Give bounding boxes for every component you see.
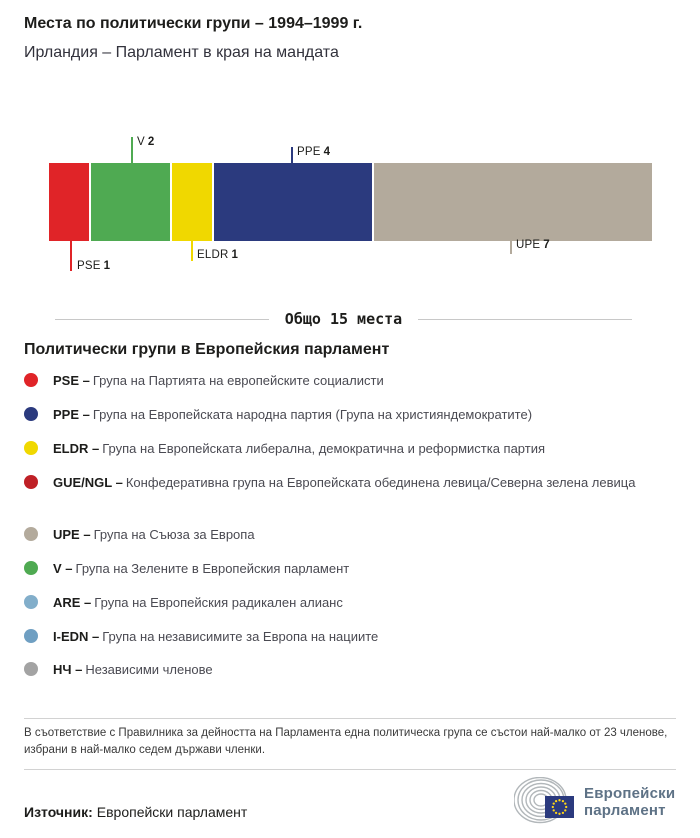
bar-segment-eldr bbox=[172, 163, 212, 241]
callout-tick-upe bbox=[510, 241, 512, 254]
legend-abbr: НЧ – bbox=[53, 662, 83, 677]
page-subtitle: Ирландия – Парламент в края на мандата bbox=[24, 44, 339, 61]
legend-abbr: PSE – bbox=[53, 373, 90, 388]
seat-count: 2 bbox=[147, 136, 155, 148]
legend-abbr: ARE – bbox=[53, 595, 92, 610]
bar-segment-v bbox=[91, 163, 170, 241]
legend-abbr: ELDR – bbox=[53, 441, 100, 456]
seat-count: 1 bbox=[103, 260, 111, 272]
legend-desc: Група на независимите за Европа на нациите bbox=[102, 629, 379, 644]
divider-line-right bbox=[418, 319, 632, 320]
footnote-top-rule bbox=[24, 718, 676, 719]
total-seats-divider bbox=[55, 309, 632, 329]
source-value: Европейски парламент bbox=[96, 804, 248, 820]
callout-label-pse bbox=[77, 260, 110, 272]
legend-desc: Група на Европейската либерална, демократична и реформистка партия bbox=[102, 441, 546, 456]
callout-label-eldr bbox=[197, 249, 238, 261]
group-name: PSE bbox=[77, 260, 101, 272]
bar-segment-pse bbox=[49, 163, 89, 241]
legend-text bbox=[53, 438, 653, 459]
legend-dot-are bbox=[24, 595, 38, 609]
legend-dot-nch bbox=[24, 662, 38, 676]
legend-desc: Група на Европейския радикален алианс bbox=[94, 595, 343, 610]
logo-wordmark bbox=[584, 785, 675, 819]
callout-tick-eldr bbox=[191, 241, 193, 261]
legend-text bbox=[53, 626, 653, 647]
legend-text bbox=[53, 370, 653, 391]
legend-dot-upe bbox=[24, 527, 38, 541]
legend-desc: Група на Европейската народна партия (Група на християндемократите) bbox=[92, 407, 533, 422]
european-parliament-logo bbox=[514, 774, 680, 830]
callout-tick-ppe bbox=[291, 147, 293, 163]
seat-count: 1 bbox=[231, 249, 239, 261]
legend-abbr: V – bbox=[53, 561, 73, 576]
callout-tick-v bbox=[131, 137, 133, 163]
legend-abbr: I-EDN – bbox=[53, 629, 100, 644]
legend-desc: Независими членове bbox=[85, 662, 213, 677]
legend-text bbox=[53, 404, 653, 425]
legend-desc: Конфедеративна група на Европейската обединена левица/Северна зелена левица bbox=[125, 475, 636, 490]
legend-dot-i-edn bbox=[24, 629, 38, 643]
legend-desc: Група на Съюза за Европа bbox=[93, 527, 255, 542]
bar-segment-upe bbox=[374, 163, 652, 241]
legend-abbr: GUE/NGL – bbox=[53, 475, 123, 490]
seat-count: 7 bbox=[543, 239, 550, 251]
legend-text bbox=[53, 558, 653, 579]
group-name: UPE bbox=[516, 239, 541, 251]
hemicycle-arcs-icon bbox=[514, 777, 576, 827]
stacked-bar bbox=[49, 163, 652, 241]
logo-line1: Европейски bbox=[584, 785, 676, 802]
divider-line-left bbox=[55, 319, 269, 320]
source-label: Източник: bbox=[24, 804, 93, 820]
legend-heading: Политически групи в Европейския парламент bbox=[24, 341, 390, 358]
group-name: V bbox=[137, 136, 145, 148]
seat-count: 4 bbox=[323, 146, 331, 158]
group-name: ELDR bbox=[197, 249, 229, 261]
legend-abbr: UPE – bbox=[53, 527, 91, 542]
legend-text bbox=[53, 592, 653, 613]
callout-tick-pse bbox=[70, 241, 72, 271]
callout-label-upe bbox=[516, 239, 550, 251]
legend-desc: Група на Зелените в Европейския парламент bbox=[75, 561, 350, 576]
eu-flag-icon bbox=[545, 796, 574, 818]
legend-abbr: PPE – bbox=[53, 407, 90, 422]
bar-segment-ppe bbox=[214, 163, 373, 241]
logo-line2: парламент bbox=[584, 802, 666, 819]
legend-text bbox=[53, 524, 653, 545]
legend-dot-gue-ngl bbox=[24, 475, 38, 489]
legend-dot-pse bbox=[24, 373, 38, 387]
legend-text bbox=[53, 659, 653, 680]
legend-dot-ppe bbox=[24, 407, 38, 421]
legend-desc: Група на Партията на европейските социалисти bbox=[92, 373, 384, 388]
page-title: Места по политически групи – 1994–1999 г. bbox=[24, 15, 363, 32]
callout-label-ppe bbox=[297, 146, 330, 158]
footnote-text: В съответствие с Правилника за дейността на Парламента една политическа група се състои най-малко от 23 членове, избрани в най-малко седем държави членки. bbox=[24, 727, 668, 756]
legend-dot-eldr bbox=[24, 441, 38, 455]
group-name: PPE bbox=[297, 146, 321, 158]
legend-dot-v bbox=[24, 561, 38, 575]
footnote-bottom-rule bbox=[24, 769, 676, 770]
total-seats-label: Общо 15 места bbox=[284, 310, 403, 328]
callout-label-v bbox=[137, 136, 154, 148]
source-line bbox=[24, 804, 247, 820]
legend-text bbox=[53, 472, 653, 493]
